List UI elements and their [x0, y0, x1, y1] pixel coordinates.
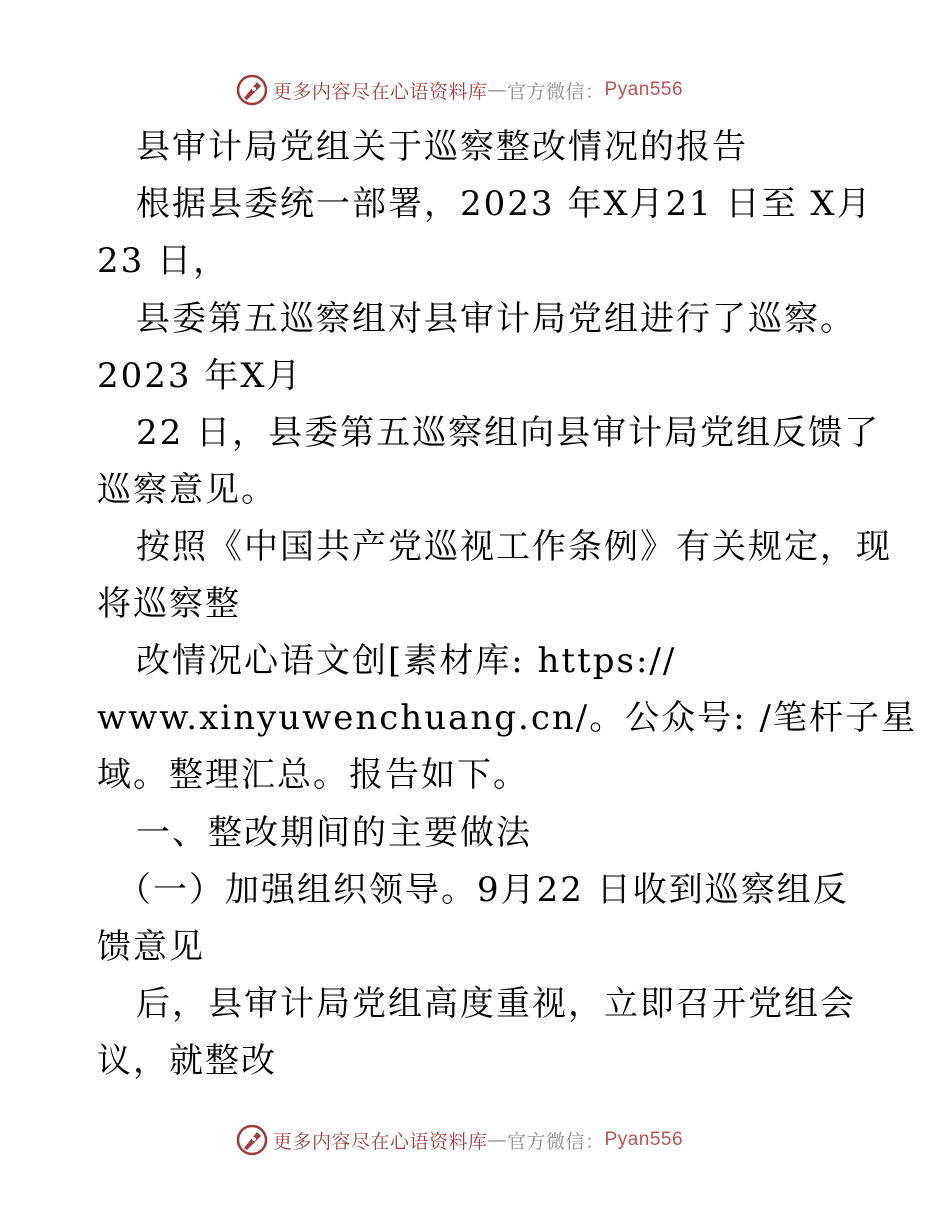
watermark-official-label: 官方微信：	[507, 1130, 605, 1153]
watermark-text: 更多内容尽在心语资料库	[273, 1130, 488, 1153]
pen-nib-icon	[235, 1123, 269, 1157]
paragraph-line: 议，就整改	[97, 1041, 277, 1081]
paragraph-line: 根据县委统一部署，2023 年X月21 日至 X月	[136, 184, 873, 224]
paragraph-line: 县委第五巡察组对县审计局党组进行了巡察。	[136, 299, 856, 339]
paragraph-line: 2023 年X月	[97, 356, 303, 396]
watermark-separator: —	[487, 1129, 508, 1151]
paragraph-line: 22 日，县委第五巡察组向县审计局党组反馈了	[136, 413, 881, 453]
paragraph-line: 后，县审计局党组高度重视，立即召开党组会	[136, 984, 856, 1024]
paragraph-line: 按照《中国共产党巡视工作条例》有关规定，现	[136, 527, 892, 567]
watermark-wechat-id: Pyan556	[604, 1129, 684, 1150]
paragraph-line: 23 日，	[97, 241, 230, 281]
paragraph-line: 馈意见	[97, 927, 205, 967]
watermark-wechat-id: Pyan556	[604, 79, 684, 100]
paragraph-line: 将巡察整	[97, 584, 241, 624]
paragraph-line: 域。整理汇总。报告如下。	[97, 755, 529, 795]
paragraph-line: 巡察意见。	[97, 470, 277, 510]
paragraph-line: 改情况心语文创[素材库: https://	[136, 641, 677, 681]
paragraph-line: （一）加强组织领导。9月22 日收到巡察组反	[117, 870, 849, 910]
section-heading: 一、整改期间的主要做法	[136, 813, 532, 853]
watermark-text: 更多内容尽在心语资料库	[273, 80, 488, 103]
paragraph-line: www.xinyuwenchuang.cn/。公众号: /笔杆子星	[97, 698, 917, 738]
footer-watermark	[235, 1122, 683, 1158]
document-title: 县审计局党组关于巡察整改情况的报告	[136, 127, 748, 167]
watermark-separator: —	[487, 79, 508, 101]
watermark-official-label: 官方微信：	[507, 80, 605, 103]
